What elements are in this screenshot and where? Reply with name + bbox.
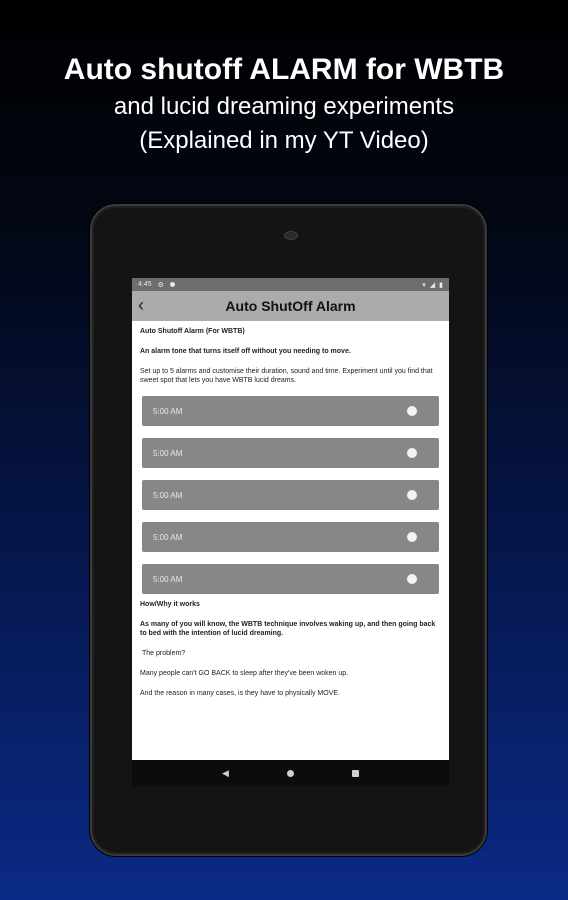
problem-detail: Many people can't GO BACK to sleep after they've been woken up. xyxy=(140,670,349,677)
alarm-toggle[interactable] xyxy=(407,532,417,542)
settings-icon: ⚙ xyxy=(157,281,164,289)
page-title: Auto ShutOff Alarm xyxy=(225,298,356,314)
how-heading: How/Why it works xyxy=(140,601,200,608)
camera-icon xyxy=(284,231,298,240)
promo-header xyxy=(0,50,568,158)
alarm-toggle[interactable] xyxy=(407,490,417,500)
alarm-time: 5:00 AM xyxy=(153,574,183,584)
battery-icon: ▮ xyxy=(439,281,443,289)
problem-text: The problem? xyxy=(142,650,186,657)
nav-recents-icon[interactable] xyxy=(352,770,359,777)
alarm-toggle[interactable] xyxy=(407,406,417,416)
nav-home-icon[interactable] xyxy=(287,770,294,777)
alarm-time: 5:00 AM xyxy=(153,532,183,542)
status-time: 4:45 xyxy=(138,281,152,288)
alarm-time: 5:00 AM xyxy=(153,448,183,458)
intro-text: Set up to 5 alarms and customise their duration, sound and time. Experiment until you find that sweet spot that lets you have WBTB lucid dreams. xyxy=(140,368,433,384)
alarm-toggle[interactable] xyxy=(407,448,417,458)
alarm-row-2[interactable] xyxy=(142,438,439,468)
main-content xyxy=(132,321,449,698)
reason-text: And the reason in many cases, is they have to physically MOVE. xyxy=(140,690,340,697)
app-screen xyxy=(132,278,449,786)
back-arrow-icon[interactable]: ‹ xyxy=(138,295,144,315)
alarm-row-3[interactable] xyxy=(142,480,439,510)
alarm-row-5[interactable] xyxy=(142,564,439,594)
promo-title: Auto shutoff ALARM for WBTB xyxy=(63,53,505,86)
alarm-toggle[interactable] xyxy=(407,574,417,584)
notification-icon xyxy=(170,282,175,287)
alarm-row-4[interactable] xyxy=(142,522,439,552)
how-text: As many of you will know, the WBTB technique involves waking up, and then going back to bed with the intention of lucid dreaming. xyxy=(140,621,436,637)
status-bar xyxy=(132,278,449,291)
app-bar xyxy=(132,291,449,321)
alarm-time: 5:00 AM xyxy=(153,406,183,416)
alarm-time: 5:00 AM xyxy=(153,490,183,500)
alarm-list xyxy=(140,396,441,594)
app-heading: Auto Shutoff Alarm (For WBTB) xyxy=(140,328,245,335)
wifi-icon: ▾ xyxy=(422,281,426,289)
nav-back-icon[interactable]: ◀ xyxy=(222,767,229,778)
system-nav-bar xyxy=(132,760,449,786)
promo-subtitle-line1: and lucid dreaming experiments xyxy=(113,93,455,120)
app-tagline: An alarm tone that turns itself off without you needing to move. xyxy=(140,348,351,355)
signal-icon: ◢ xyxy=(429,281,436,289)
alarm-row-1[interactable] xyxy=(142,396,439,426)
promo-subtitle-line2: (Explained in my YT Video) xyxy=(139,127,429,154)
tablet-frame xyxy=(90,204,487,856)
